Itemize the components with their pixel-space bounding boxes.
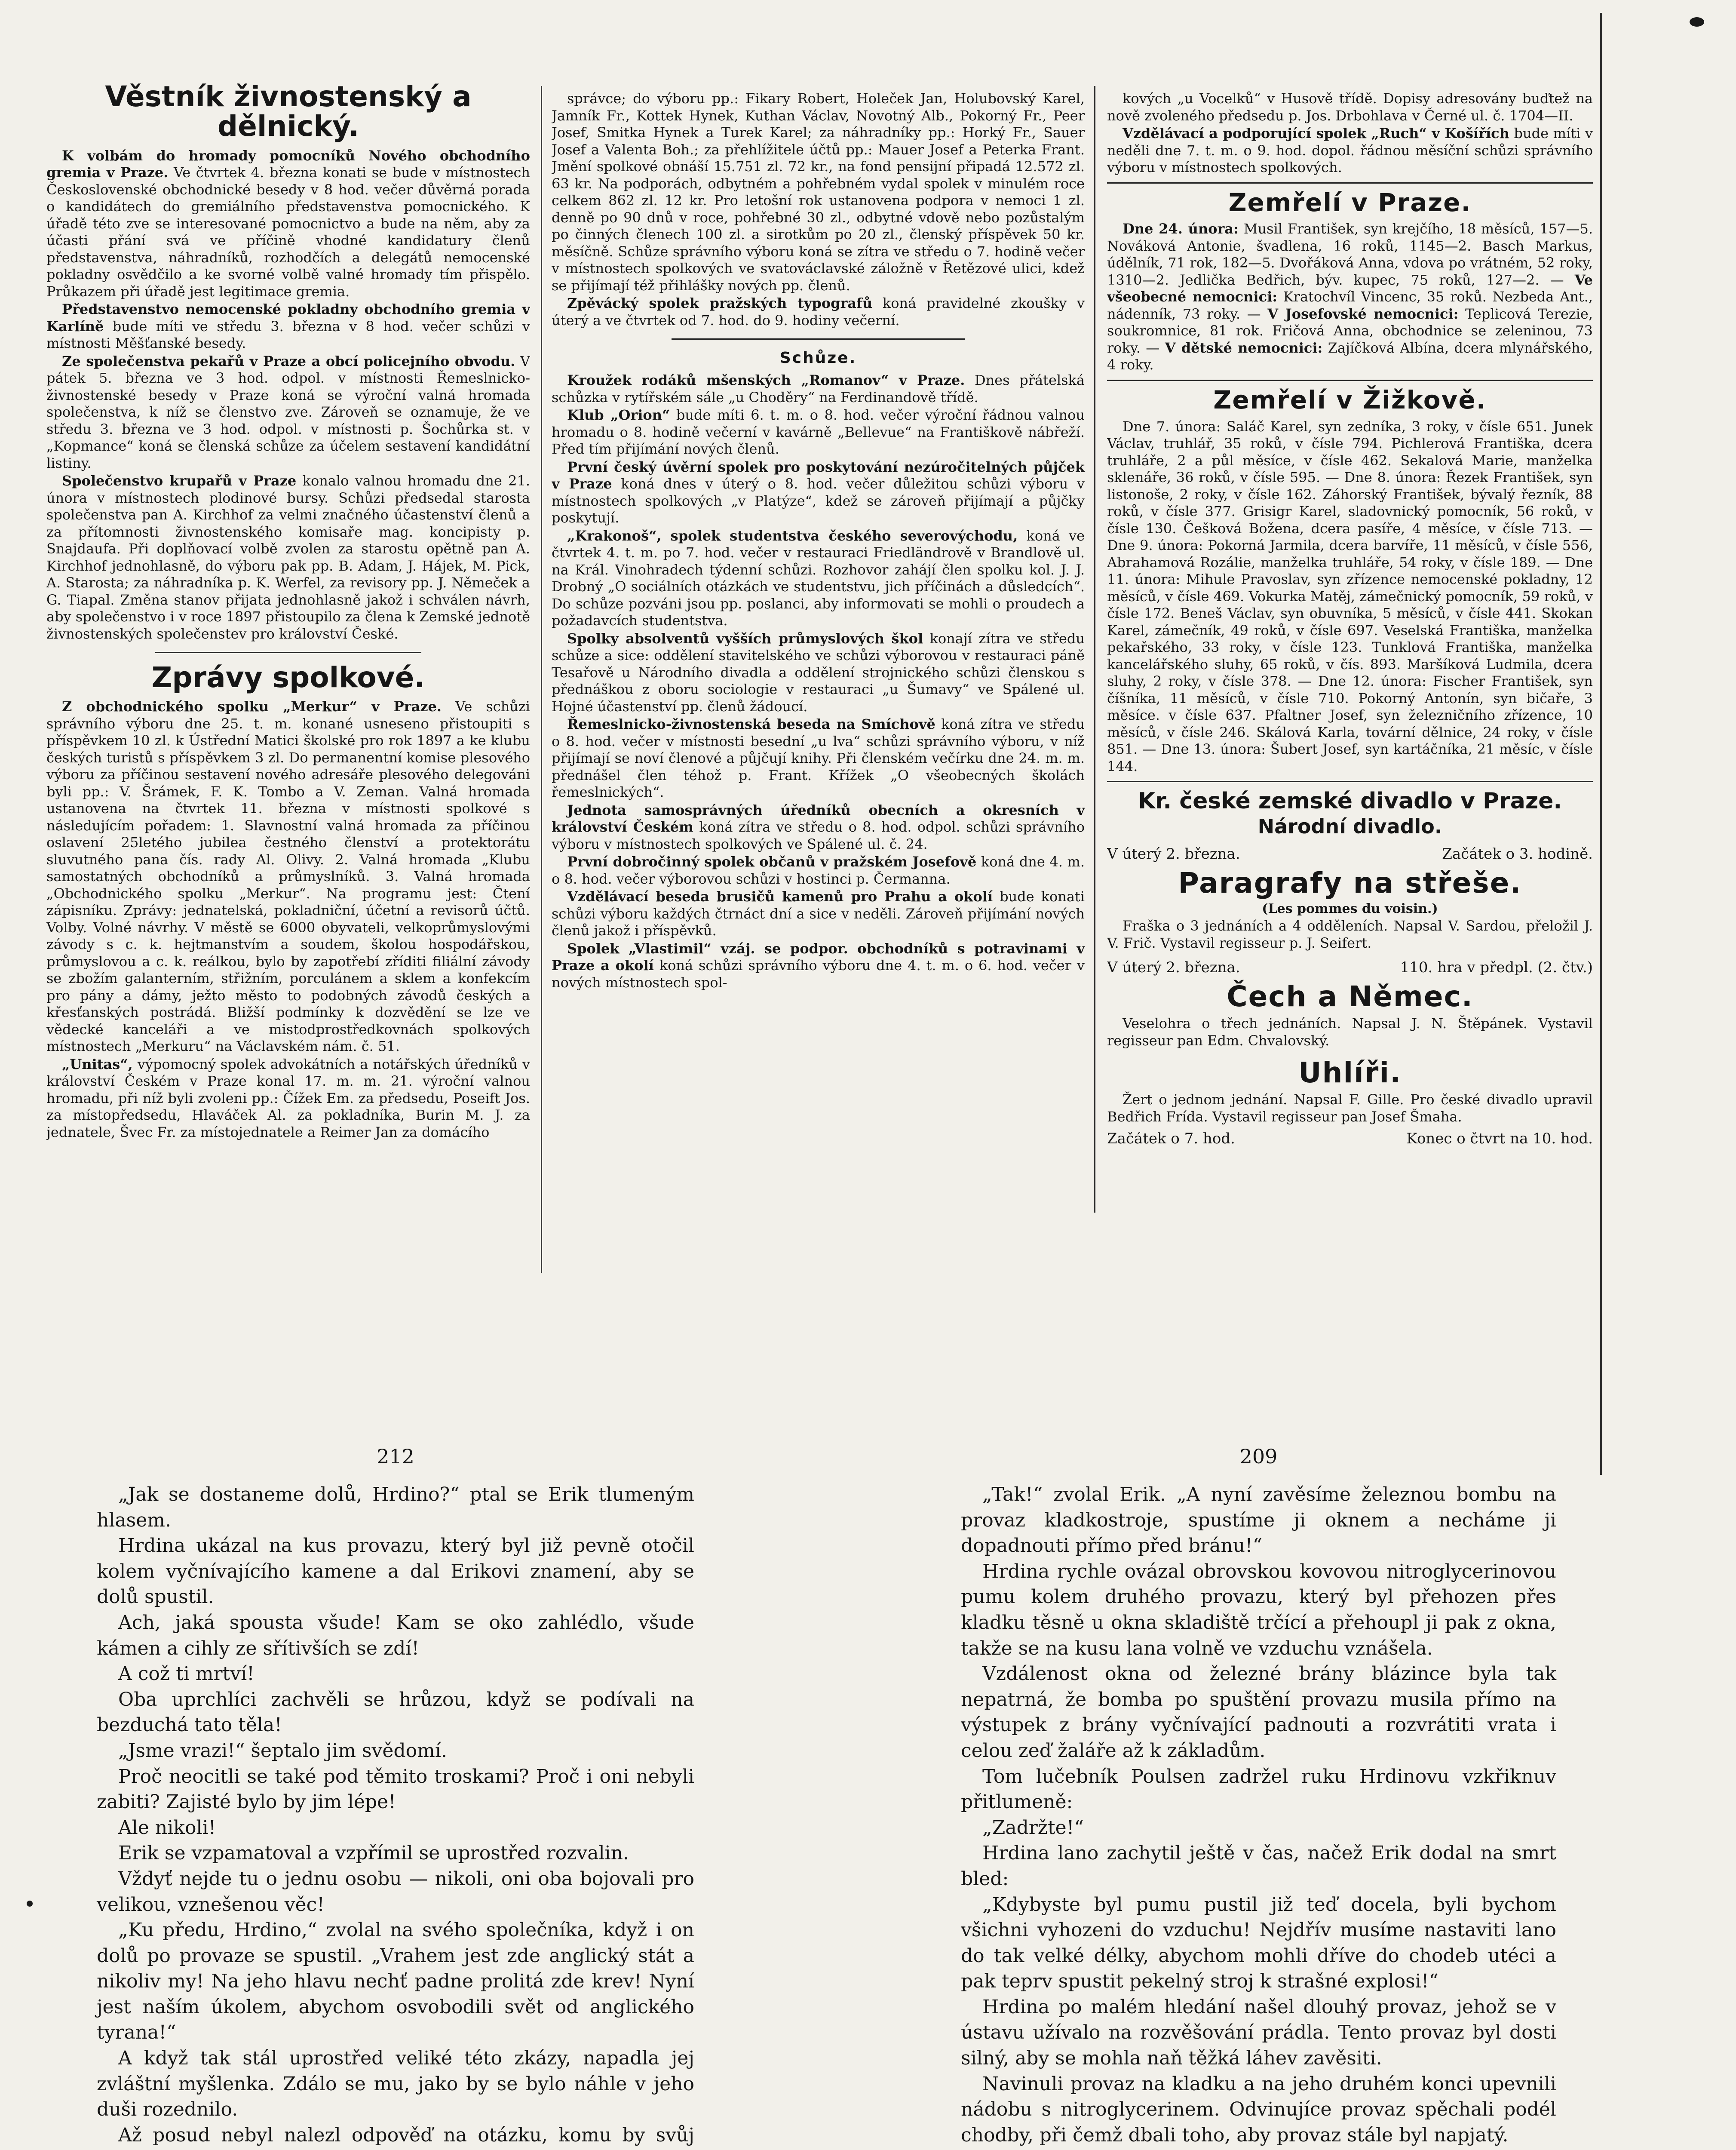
news-paragraph — [552, 528, 1085, 630]
play-date-row — [1107, 958, 1593, 977]
bold-lead: Vzdělávací beseda brusičů kamenů pro Prahu a okolí — [567, 888, 993, 905]
bold-lead: První český úvěrní spolek pro poskytování nezúročitelných půjček v Praze — [552, 458, 1085, 492]
bold-lead: „Krakonoš“, spolek studentstva českého severovýchodu, — [567, 527, 1018, 544]
body-text: výpomocný spolek advokátních a notářských úředníků v království Českém v Praze konal 17. m. m. 21. výroční valnou hromadu, při níž byli zvoleni pp.: Čížek Em. za předsedu, Poseift Jos. za místopředsedu, Hlaváček Al. za pokladníka, Burin M. J. za jednatele, Švec Fr. za místojednatele a Reimer Jan za domácího — [46, 1056, 530, 1140]
novel-paragraph: „Jak se dostaneme dolů, Hrdino?“ ptal se Erik tlumeným hlasem. — [97, 1484, 694, 1531]
news-paragraph — [552, 90, 1085, 294]
bold-lead: Společenstvo krupařů v Praze — [62, 473, 297, 489]
body-text: bude míti ve středu 3. března v 8 hod. večer schůzi v místnosti Měšťanské besedy. — [46, 318, 530, 352]
bold-lead: Zpěvácký spolek pražských typografů — [567, 295, 873, 311]
body-text: Teplicová Terezie, soukromnice, 81 rok. Fričová Anna, obchodnice se zeleninou, 73 roky. — — [1107, 305, 1593, 356]
theatre-subheader: Národní divadlo. — [1258, 815, 1442, 838]
novel-paragraph: Hrdina po malém hledání našel dlouhý provaz, jehož se v ústavu užívalo na rozvěšování prádla. Tento provaz byl dosti silný, aby se mohla naň těžká láhev zavěsiti. — [961, 1996, 1556, 2070]
theatre-header: Kr. české zemské divadlo v Praze. — [1138, 788, 1562, 814]
body-text: koná zítra ve středu o 8. hod. večer v místnosti besední „u lva“ schůzi správního výboru, v níž přijímají se noví členové a půjčují knihy. Při členském večírku dne 24. m. m. přednášel člen téhož p. Frant. Křížek „O všeobecných školách řemeslnických“. — [552, 716, 1085, 800]
bold-lead: Řemeslnicko-živnostenská beseda na Smíchově — [567, 716, 935, 732]
bold-lead: Představenstvo nemocenské pokladny obchodního gremia v Karlíně — [46, 301, 530, 335]
play-description: Fraška o 3 jednáních a 4 odděleních. Napsal V. Sardou, přeložil J. V. Frič. Vystavil regisseur p. J. Seifert. — [1107, 918, 1593, 952]
news-paragraph — [552, 372, 1085, 406]
body-text: bude míti v neděli dne 7. t. m. o 9. hod. dopol. řádnou měsíční schůzi správního výboru v místnostech spolkových. — [1107, 125, 1593, 175]
section-divider — [155, 652, 421, 653]
page-number: 212 — [377, 1445, 414, 1468]
zemreli-praha-paragraphs — [1107, 221, 1593, 374]
ink-dot — [27, 1901, 33, 1907]
body-text: koná schůzi správního výboru dne 4. t. m. o 6. hod. večer v nových místnostech spol- — [552, 957, 1085, 991]
bold-lead: První dobročinný spolek občanů v pražském Josefově — [567, 854, 977, 870]
body-text: V pátek 5. března ve 3 hod. odpol. v místnosti Řemeslnicko-živnostenské besedy v Praze koná se výroční valná hromada společenstva, k níž se členstvo zve. Zároveň se oznamuje, že ve středu 3. března ve 3 hod. odpol. v místnosti p. Šochůrka st. v „Kopmance“ koná se členská schůze za účelem sestavení kandidátní listiny. — [46, 353, 530, 471]
bold-lead: Dne 24. února: — [1123, 221, 1239, 237]
body-text: koná ve čtvrtek 4. t. m. po 7. hod. večer v restauraci Friedländrově v Brandlově ul. na Král. Vinohradech týdenní schůzi. Rozhovor zahájí člen spolku kol. J. J. Drobný „O sociálních otázkách ve studentstvu, jich příčinách a důsledcích“. Do schůze pozváni jsou pp. poslanci, aby informovati se mohli o proudech a požadavcích studentstva. — [552, 527, 1085, 629]
page-edge-rule — [1600, 13, 1602, 1475]
body-text: Zajíčková Albína, dcera mlynářského, 4 roky. — [1107, 339, 1593, 373]
news-paragraph — [1107, 418, 1593, 775]
middle-news-column — [552, 90, 1085, 1268]
play-note: Začátek o 3. hodině. — [1442, 845, 1593, 863]
play-title: Paragrafy na střeše. — [1178, 866, 1522, 900]
news-paragraph — [552, 295, 1085, 329]
novel-paragraph: Vzdálenost okna od železné brány blázince byla tak nepatrná, že bomba po spuštění provazu musila přímo na výstupek z brány vyčnívající padnouti a rozvrátiti vrata i celou zeď žaláře až k základům. — [961, 1663, 1556, 1762]
play-date-row — [1107, 845, 1593, 863]
left-news-column — [46, 77, 530, 1299]
play-description: Veselohra o třech jednáních. Napsal J. N. Štěpánek. Vystavil regisseur pan Edm. Chvalovský. — [1107, 1015, 1593, 1049]
right-continued-paragraphs — [1107, 90, 1593, 176]
bold-lead: Spolky absolventů vyšších průmyslových škol — [567, 630, 923, 647]
body-text: koná dne 4. m. o 8. hod. večer výborovou schůzi v hostinci p. Čermanna. — [552, 854, 1085, 887]
novel-paragraph: Hrdina lano zachytil ještě v čas, načež Erik dodal na smrt bled: — [961, 1842, 1556, 1890]
body-text: Dnes přátelská schůzka v rytířském sále „u Choděry“ na Ferdinandově třídě. — [552, 372, 1085, 405]
news-paragraph — [46, 353, 530, 472]
section-title-zemreli-zizkov: Zemřelí v Žižkově. — [1213, 385, 1487, 415]
column-divider — [541, 86, 542, 1273]
section-divider — [1107, 182, 1593, 184]
zemreli-zizkov-paragraphs — [1107, 418, 1593, 775]
zpravy-paragraphs — [46, 698, 530, 1141]
novel-paragraph: A což ti mrtví! — [118, 1663, 255, 1685]
play-block — [1107, 845, 1593, 952]
novel-paragraph: Vždyť nejde tu o jednu osobu — nikoli, oni oba bojovali pro velikou, vznešenou věc! — [97, 1867, 694, 1916]
news-paragraph — [552, 630, 1085, 716]
play-date: V úterý 2. března. — [1107, 959, 1240, 977]
performance-start: Začátek o 7. hod. — [1107, 1130, 1235, 1148]
novel-paragraph: „Tak!“ zvolal Erik. „A nyní zavěsíme železnou bombu na provaz kladkostroje, spustíme ji oknem a necháme ji dopadnouti přímo před bránu!“ — [961, 1484, 1556, 1557]
play-date: V úterý 2. března. — [1107, 845, 1240, 863]
bold-lead: „Unitas“, — [62, 1056, 133, 1072]
news-paragraph — [552, 716, 1085, 801]
right-news-column — [1107, 90, 1593, 1290]
schuze-paragraphs — [552, 372, 1085, 991]
news-paragraph — [46, 698, 530, 1055]
novel-paragraph: Hrdina rychle ovázal obrovskou kovovou nitroglycerinovou pumu kolem druhého provazu, který byl přehozen přes kladku těsně u okna skladiště trčící a přehoupl ji pak z okna, takže se na kusu lana volně ve vzduchu vznášela. — [961, 1560, 1556, 1659]
section-divider — [672, 338, 965, 340]
bold-lead: Jednota samosprávných úředníků obecních a okresních v království Českém — [552, 802, 1085, 835]
news-paragraph — [46, 1056, 530, 1141]
bold-lead: Kroužek rodáků mšenských „Romanov“ v Praze. — [567, 372, 965, 388]
novel-page-right — [961, 1445, 1556, 2150]
performance-times — [1107, 1130, 1593, 1148]
novel-paragraph: Navinuli provaz na kladku a na jeho druhém konci upevnili nádobu s nitroglycerinem. Odvinujíce provaz spěchali podél chodby, při čemž dbali toho, aby provaz stále byl napjatý. — [961, 2073, 1556, 2146]
bold-lead: V Josefovské nemocnici: — [1267, 305, 1459, 322]
news-paragraph — [552, 407, 1085, 458]
novel-paragraph: „Zadržte!“ — [982, 1816, 1084, 1839]
section-title-vestnik: Věstník živnostenský a dělnický. — [105, 80, 472, 143]
bold-lead: Z obchodnického spolku „Merkur“ v Praze. — [62, 698, 442, 715]
news-paragraph — [552, 802, 1085, 853]
novel-paragraph: Ale nikoli! — [118, 1816, 216, 1839]
body-text: konalo valnou hromadu dne 21. února v místnostech plodinové bursy. Schůzi předsedal starosta společenstva pan A. Kirchhof za velmi značného účastenství členů a za přítomnosti živnostenského komisaře mag. koncipisty p. Snajdaufa. Při doplňovací volbě zvolen za starostu opětně pan A. Kirchhof jednohlasně, do výboru pak pp. B. Adam, J. Hájek, M. Pick, A. Starosta; za náhradníka p. K. Werfel, za revisory pp. J. Němeček a G. Tiapal. Změna stanov přijata jednohlasně jakož i schválen návrh, aby společenstvo i v roce 1897 přistoupilo za člena k Zemské jednotě živnostenských společenstev pro království České. — [46, 473, 530, 642]
column-divider — [1094, 86, 1095, 1213]
bold-lead: Spolek „Vlastimil“ vzáj. se podpor. obchodníků s potravinami v Praze a okolí — [552, 940, 1085, 974]
news-paragraph — [46, 147, 530, 301]
novel-paragraph: Až posud nebyl nalezl odpověď na otázku, komu by svůj — [118, 2124, 694, 2146]
novel-paragraph: Ach, jaká spousta všude! Kam se oko zahlédlo, všude kámen a cihly ze sřítivších se zdí! — [97, 1611, 694, 1659]
middle-continued-paragraphs — [552, 90, 1085, 329]
news-paragraph — [1107, 125, 1593, 176]
ink-blot — [1690, 17, 1704, 27]
bold-lead: K volbám do hromady pomocníků Nového obchodního gremia v Praze. — [46, 147, 530, 181]
theatre-listing — [1107, 788, 1593, 1148]
body-text: bude konati schůzi výboru každých čtrnáct dní a sice v neděli. Zároveň přijímání nových členů jakož i příspěvků. — [552, 888, 1085, 939]
novel-paragraph: Hrdina ukázal na kus provazu, který byl již pevně otočil kolem vyčnívajícího kamene a dal Erikovi znamení, aby se dolů spustil. — [97, 1535, 694, 1608]
section-divider — [1107, 781, 1593, 782]
body-text: koná pravidelné zkoušky v úterý a ve čtvrtek od 7. hod. do 9. hodiny večerní. — [552, 295, 1085, 329]
body-text: koná dnes v úterý o 8. hod. večer důležitou schůzi výboru v místnostech spolkových „v Platýze“, kdež se zároveň přijímají a půjčky poskytují. — [552, 476, 1085, 526]
bold-lead: Klub „Orion“ — [567, 407, 670, 423]
section-divider — [1107, 380, 1593, 381]
body-text: koná zítra ve středu o 8. hod. odpol. schůzi správního výboru v místnostech spolkových ve Spálené ul. č. 24. — [552, 819, 1085, 852]
news-paragraph — [46, 473, 530, 642]
novel-paragraph: „Ku předu, Hrdino,“ zvolal na svého společníka, když i on dolů po provaze se spustil. „Vrahem jest zde anglický stát a nikoliv my! Na jeho hlavu nechť padne prolitá zde krev! Nyní jest naším úkolem, abychom osvobodili svět od anglického tyrana!“ — [97, 1919, 694, 2044]
section-title-schuze: Schůze. — [779, 349, 857, 367]
novel-paragraph: Proč neocitli se také pod těmito troskami? Proč i oni nebyli zabiti? Zajisté bylo by jim lépe! — [97, 1765, 694, 1813]
news-paragraph — [552, 459, 1085, 527]
body-text: Dne 7. února: Saláč Karel, syn zedníka, 3 roky, v čísle 651. Junek Václav, truhlář, 35 roků, v čísle 794. Pichlerová Františka, dcera truhláře, 2 a půl měsíce, v čísle 462. Sekalová Marie, manželka sklenáře, 36 roků, v čísle 595. — Dne 8. února: Řezek František, syn listonoše, 2 roky, v čísle 162. Záhorský František, bývalý řezník, 88 roků, v čísle 377. Grisigr Karel, sladovnický pomocník, 56 roků, v čísle 130. Češková Božena, dcera pasíře, 4 měsíce, v čísle 713. — Dne 9. února: Pokorná Jarmila, dcera barvíře, 11 měsíců, v čísle 556, Abrahamová Rozálie, manželka truhláře, 54 roky, v čísle 189. — Dne 11. února: Mihule Pravoslav, syn zřízence nemocenské pokladny, 12 měsíců, v čísle 469. Vokurka Matěj, zámečnický pomocník, 59 roků, v čísle 172. Beneš Václav, syn obuvníka, 5 měsíců, v čísle 441. Skokan Karel, zámečník, 49 roků, v čísle 697. Veselská Františka, manželka pekařského, 33 roky, v čísle 123. Tunklová Františka, manželka kancelářského sluhy, 65 roků, v čís. 893. Maršíková Ludmila, dcera sluhy, 2 roky, v čísle 378. — Dne 12. února: Fischer František, syn číšníka, 11 měsíců, v čísle 710. Pokorný Antonín, syn bičaře, 3 měsíce. v čísle 637. Pfaltner Josef, syn železničního zřízence, 10 měsíců, v čísle 246. Skálová Karla, tovární dělnice, 24 roky, v čísle 851. — Dne 13. února: Šubert Josef, syn kartáčníka, 21 měsíc, v čísle 144. — [1107, 418, 1593, 774]
play-block — [1107, 1056, 1593, 1125]
news-paragraph — [1107, 221, 1593, 374]
vestnik-paragraphs — [46, 147, 530, 643]
body-text: Ve schůzi správního výboru dne 25. t. m. konané usneseno přistoupiti s příspěvkem 10 zl. k Ústřední Matici školské pro rok 1897 a ke klubu českých turistů s příspěvkem 3 zl. Do permanentní komise plesového výboru za příčinou sestavení nového adresáře plesového delegováni byli pp.: V. Šrámek, F. K. Tombo a V. Zeman. Valná hromada ustanovena na čtvrtek 11. března v místnosti spolkové s následujícím pořadem: 1. Slavnostní valná hromada za příčinou oslavení 25letého jubilea čestného členství a protektorátu sluvutného pana čís. rady Al. Olivy. 2. Valná hromada „Klubu samostatných obchodníků a průmyslníků. 3. Valná hromada „Obchodnického spolku „Merkur“. Na programu jest: Čtení zápisníku. Zprávy: jednatelská, pokladniční, účetní a revisorů účtů. Volby. Volné návrhy. V městě se 6000 obyvateli, velkoprůmyslovými závody s c. k. hejtmanstvím a soudem, školou hospodářskou, průmyslovou a c. k. reálkou, bylo by zapotřebí zříditi filiální závody se zbožím galanterním, střižním, porculánem a sklem a konfekcím pro pány a dámy, ježto město to podobných závodů českých a křesťanských postrádá. Bližší podmínky k dozvědění se lze ve vědecké kanceláři a ve mistodprostředkovnách spolkových místnostech „Merkuru“ na Václavském nám. č. 51. — [46, 698, 530, 1055]
play-note: 110. hra v předpl. (2. čtv.) — [1400, 959, 1593, 977]
novel-paragraph: Oba uprchlíci zachvěli se hrůzou, když se podívali na bezduchá tato těla! — [97, 1688, 694, 1736]
novel-paragraph: A když tak stál uprostřed veliké této zkázy, napadla jej zvláštní myšlenka. Zdálo se mu, jako by se bylo náhle v jeho duši rozednilo. — [97, 2047, 694, 2121]
body-text: Kratochvíl Vincenc, 35 roků. Nezbeda Ant., nádenník, 73 roky. — — [1107, 289, 1593, 322]
news-paragraph — [1107, 90, 1593, 124]
novel-paragraph: Erik se vzpamatoval a vzpřímil se uprostřed rozvalin. — [118, 1842, 629, 1864]
body-text: kových „u Vocelků“ v Husově třídě. Dopisy adresovány buďtež na nově zvoleného předsedu p. Jos. Drbohlava v Černé ul. č. 1704—II. — [1107, 90, 1593, 124]
news-paragraph — [552, 888, 1085, 940]
play-block — [1107, 958, 1593, 1049]
news-paragraph — [552, 940, 1085, 992]
body-text: Ve čtvrtek 4. března konati se bude v místnostech Československé obchodnické besedy v 8 hod. večer důvěrná porada o kandidátech do gremiálního představenstva pomocnického. K úřadě této zve se interesované pomocnictvo a bude na něm, aby za účasti přání svá ve příčině vhodné kandidatury členů představenstva, náhradníků, rozhodčích a delegátů nemocenské pokladny osvědčilo a ke svorné volbě valné hromady tím přispělo. Průkazem při úřadě jest legitimace gremia. — [46, 164, 530, 300]
news-paragraph — [552, 854, 1085, 888]
bold-lead: Ze společenstva pekařů v Praze a obcí policejního obvodu. — [62, 353, 515, 369]
body-text: správce; do výboru pp.: Fikary Robert, Holeček Jan, Holubovský Karel, Jamník Fr., Kottek Hynek, Kuthan Václav, Novotný Alb., Pokorný Fr., Peer Josef, Smitka Hynek a Turek Karel; za náhradníky pp.: Horký Fr., Sauer Josef a Valenta Boh.; za přehlížitele účtů pp.: Mauer Josef a Peterka Frant. Jmění spolkové obnáší 15.751 zl. 72 kr., na fond pensijní připadá 12.572 zl. 63 kr. Na podporách, odbytném a pohřebném vydal spolek v minulém roce celkem 862 zl. 12 kr. Pro letošní rok ustanovena podpora v nemoci 1 zl. denně po 90 dnů v roce, pohřebné 30 zl., odbytné vdově nebo pozůstalým po činných členech 100 zl. a sirotkům po 20 zl., členský příspěvek 50 kr. měsíčně. Schůze správního výboru koná se zítra ve středu o 7. hodině večer v místnostech spolkových ve svatováclavské záložně v Řetězové ulici, kdež se přijímají též přihlášky nových pp. členů. — [552, 90, 1085, 294]
novel-left-text — [97, 1482, 694, 2150]
play-original-title: (Les pommes du voisin.) — [1262, 901, 1438, 917]
section-title-zemreli-praha: Zemřelí v Praze. — [1228, 187, 1472, 217]
performance-end: Konec o čtvrt na 10. hod. — [1406, 1130, 1593, 1148]
play-title: Uhlíři. — [1298, 1056, 1402, 1090]
news-paragraph — [46, 301, 530, 352]
page-number: 209 — [1239, 1445, 1278, 1468]
play-description: Žert o jednom jednání. Napsal F. Gille. Pro české divadlo upravil Bedřich Frída. Vystavil regisseur pan Josef Šmaha. — [1107, 1091, 1593, 1125]
novel-paragraph: „Jsme vrazi!“ šeptalo jim svědomí. — [118, 1739, 447, 1762]
play-title: Čech a Němec. — [1227, 980, 1473, 1014]
body-text: bude míti 6. t. m. o 8. hod. večer výroční řádnou valnou hromadu o 8. hodině večerní v kavárně „Bellevue“ na Františkově nábřeží. Před tím přijímání nových členů. — [552, 407, 1085, 457]
bold-lead: V dětské nemocnici: — [1165, 339, 1323, 356]
body-text: konají zítra ve středu schůze a sice: oddělení stavitelského ve schůzi výborovou v restauraci páně Tesařově u Národního divadla a oddělení strojnického schůzi členskou s přednáškou z oboru sociologie v restauraci „u Šumavy“ ve Spálené ul. Hojné účastenství pp. členů žádoucí. — [552, 630, 1085, 715]
bold-lead: Ve všeobecné nemocnici: — [1107, 271, 1593, 305]
novel-paragraph: „Kdybyste byl pumu pustil již teď docela, byli bychom všichni vyhozeni do vzduchu! Nejdřív musíme nastaviti lano do tak velké délky, abychom mohli dříve do chodeb utéci a pak teprv spustit pekelný stroj k strašné explosi!“ — [961, 1893, 1556, 1993]
body-text: Musil František, syn krejčího, 18 měsíců, 157—5. Nováková Antonie, švadlena, 16 roků, 1145—2. Basch Markus, údělník, 71 rok, 182—5. Dvořáková Anna, vdova po vrátném, 52 roky, 1310—2. Jedlička Bedřich, býv. kupec, 75 roků, 127—2. — — [1107, 221, 1593, 288]
novel-paragraph: Tom lučebník Poulsen zadržel ruku Hrdinovu vzkřiknuv přitlumeně: — [961, 1765, 1556, 1813]
novel-page-left — [97, 1445, 694, 2150]
novel-right-text — [961, 1482, 1556, 2148]
bold-lead: Vzdělávací a podporující spolek „Ruch“ v Košířích — [1123, 125, 1509, 141]
section-title-zpravy: Zprávy spolkové. — [151, 661, 425, 694]
